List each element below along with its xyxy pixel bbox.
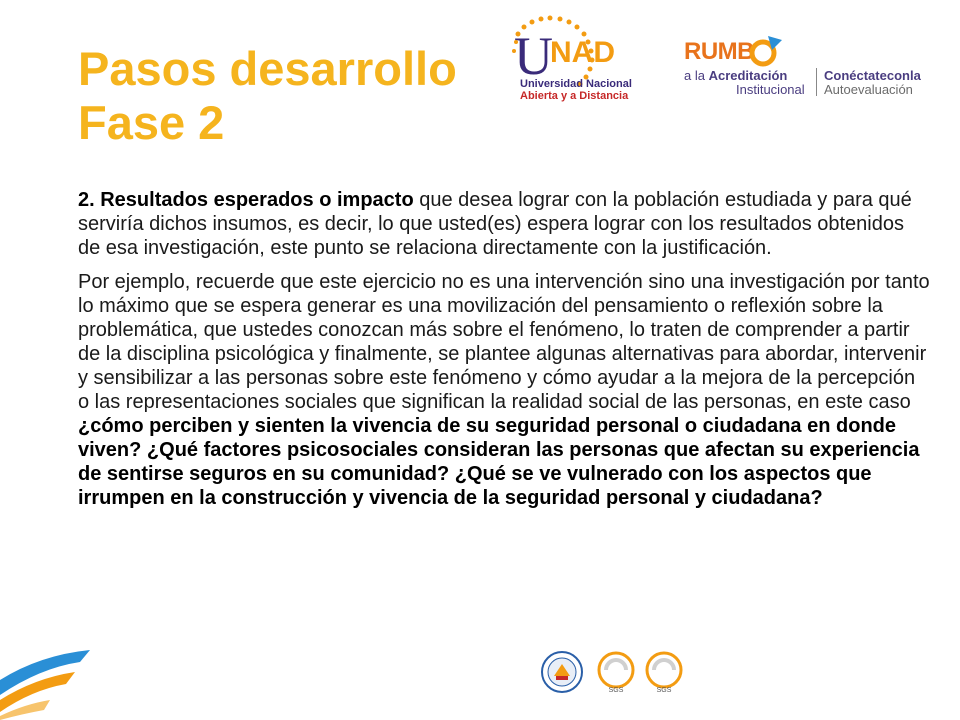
svg-text:NAD: NAD xyxy=(550,36,615,69)
title-line-1: Pasos desarrollo xyxy=(78,42,457,95)
colombia-seal-icon xyxy=(540,650,584,694)
unad-logo-text xyxy=(520,78,660,102)
title-line-2: Fase 2 xyxy=(78,96,225,149)
swoosh-decoration-icon xyxy=(0,620,110,720)
rumbo-line-1 xyxy=(684,68,787,83)
paragraph-1-rest: que desea lograr con la población estudiada y para qué serviría dichos insumos, es decir, lo que usted(es) espera lograr con los resultados obtenidos de esa investigación, este punto se relaciona directamente con la justificación. xyxy=(78,189,912,259)
unad-line-2: Abierta y a Distancia xyxy=(520,90,629,102)
logo-divider xyxy=(816,68,817,96)
rumbo-line-2: Institucional xyxy=(736,82,805,97)
paragraph-1 xyxy=(78,188,930,260)
unad-line-1: Universidad Nacional xyxy=(520,78,632,90)
rumbo-arrow-icon xyxy=(748,34,782,68)
conectate-line-2: Autoevaluación xyxy=(824,82,913,97)
sgs-seal-icon xyxy=(642,650,686,694)
slide-body xyxy=(78,188,930,520)
svg-text:SGS: SGS xyxy=(608,687,624,694)
paragraph-1-lead: 2. Resultados esperados o impacto xyxy=(78,189,414,211)
svg-text:SGS: SGS xyxy=(656,687,672,694)
paragraph-2-plain: Por ejemplo, recuerde que este ejercicio no es una intervención sino una investigación por tanto lo máximo que se espera generar es una movilización del pensamiento o reflexión sobre la problemática, que ustedes conozcan más sobre el fenómeno, lo traten de comprender a partir de la disciplina psicológica y finalmente, se plantee algunas alternativas para abordar, intervenir y sensibilizar a las personas sobre este fenómeno y cómo ayudar a la mejora de la percepción o las representaciones sociales que significan la realidad social de las personas, en este caso xyxy=(78,271,930,413)
conectate-line-1: Conéctateconla xyxy=(824,68,921,83)
svg-text:U: U xyxy=(514,26,553,86)
paragraph-2-questions: ¿cómo perciben y sienten la vivencia de su seguridad personal o ciudadana en donde viven? ¿Qué factores psicosociales consideran las personas que afectan su experiencia de sentirse seguros en su comunidad? ¿Qué se ve vulnerado con los aspectos que irrumpen en la construcción y vivencia de la seguridad personal y ciudadana? xyxy=(78,415,920,509)
paragraph-2 xyxy=(78,270,930,510)
rumbo-line-1-pre: a la xyxy=(684,68,709,83)
sgs-seal-icon xyxy=(594,650,638,694)
rumbo-logo-word: RUMB xyxy=(684,38,754,65)
rumbo-line-1-bold: Acreditación xyxy=(708,68,788,83)
